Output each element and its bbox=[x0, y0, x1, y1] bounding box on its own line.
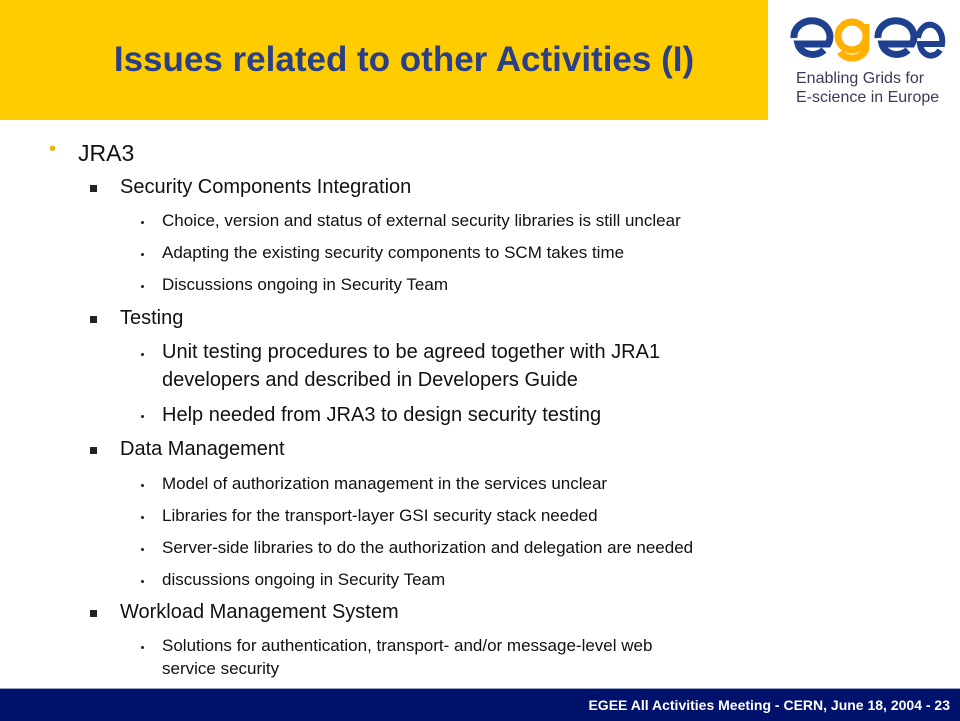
square-bullet-icon bbox=[90, 316, 97, 323]
egee-wordmark-icon bbox=[786, 10, 946, 66]
dot-bullet-icon bbox=[141, 484, 144, 487]
dot-bullet-icon bbox=[141, 580, 144, 583]
list-item: Help needed from JRA3 to design security testing bbox=[162, 404, 602, 426]
section-heading: Testing bbox=[120, 307, 184, 329]
list-item: discussions ongoing in Security Team bbox=[162, 570, 446, 589]
dot-bullet-icon bbox=[141, 516, 144, 519]
egee-logo bbox=[776, 10, 952, 114]
main-point: JRA3 bbox=[78, 140, 135, 166]
footer-bar bbox=[0, 688, 960, 721]
list-item: Server-side libraries to do the authorization and delegation are needed bbox=[162, 538, 694, 557]
accent-bullet-icon: • bbox=[49, 138, 57, 160]
list-item: Discussions ongoing in Security Team bbox=[162, 275, 448, 294]
list-item: Solutions for authentication, transport- and/or message-level web bbox=[162, 636, 653, 655]
list-item: Libraries for the transport-layer GSI security stack needed bbox=[162, 506, 598, 525]
dot-bullet-icon bbox=[141, 285, 144, 288]
footer-text: EGEE All Activities Meeting - CERN, June 18, 2004 - 23 bbox=[588, 697, 950, 713]
list-item-continuation: service security bbox=[162, 659, 280, 678]
list-item: Choice, version and status of external security libraries is still unclear bbox=[162, 211, 681, 230]
dot-bullet-icon bbox=[141, 646, 144, 649]
slide-title: Issues related to other Activities (I) bbox=[113, 40, 695, 79]
dot-bullet-icon bbox=[141, 253, 144, 256]
section-heading: Workload Management System bbox=[120, 601, 399, 623]
section-heading: Security Components Integration bbox=[120, 176, 412, 198]
list-item: Model of authorization management in the services unclear bbox=[162, 474, 608, 493]
square-bullet-icon bbox=[90, 447, 97, 454]
logo-tagline-line2: E-science in Europe bbox=[796, 89, 940, 106]
logo-tagline-line1: Enabling Grids for bbox=[796, 70, 925, 87]
square-bullet-icon bbox=[90, 610, 97, 617]
square-bullet-icon bbox=[90, 185, 97, 192]
dot-bullet-icon bbox=[141, 415, 144, 418]
dot-bullet-icon bbox=[141, 221, 144, 224]
section-heading: Data Management bbox=[120, 438, 285, 460]
dot-bullet-icon bbox=[141, 353, 144, 356]
list-item: Unit testing procedures to be agreed together with JRA1 bbox=[162, 341, 661, 363]
dot-bullet-icon bbox=[141, 548, 144, 551]
list-item-continuation: developers and described in Developers Guide bbox=[162, 369, 578, 391]
list-item: Adapting the existing security components to SCM takes time bbox=[162, 243, 625, 262]
